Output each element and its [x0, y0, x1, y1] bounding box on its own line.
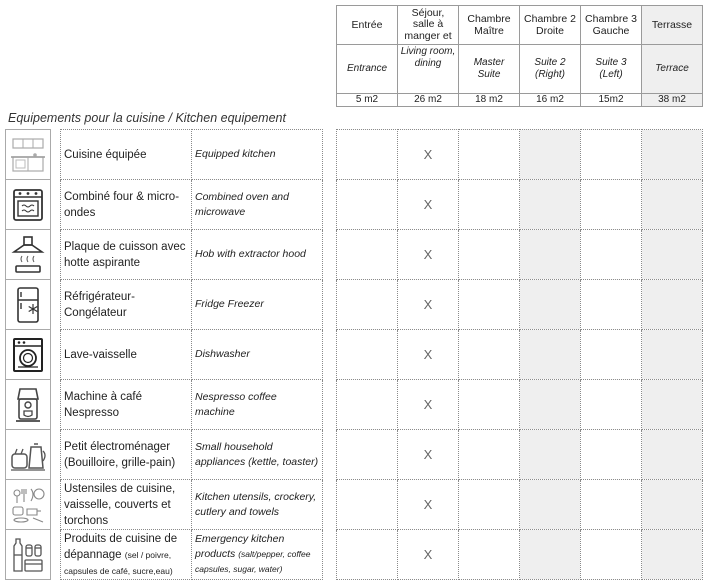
- room-cell-suite-2: [520, 330, 581, 380]
- room-cell-master-suite: [459, 480, 520, 530]
- room-cell-suite-2: [520, 480, 581, 530]
- room-cell-living-room: X: [398, 480, 459, 530]
- room-cell-terrace: [642, 130, 703, 180]
- section-title: Equipements pour la cuisine / Kitchen equipement: [8, 111, 286, 125]
- icon-cell: [6, 180, 51, 230]
- item-label-fr: [61, 530, 192, 580]
- icon-cell: [6, 230, 51, 280]
- room-cell-entrance: [337, 230, 398, 280]
- room-cell-suite-2: [520, 230, 581, 280]
- room-cell-suite-2: [520, 280, 581, 330]
- room-area: 5 m2: [337, 94, 398, 107]
- room-name-fr: Séjour, salle à manger et: [398, 6, 459, 45]
- room-cell-master-suite: [459, 180, 520, 230]
- room-cell-living-room: X: [398, 230, 459, 280]
- room-cell-living-room: X: [398, 380, 459, 430]
- room-name-fr: Chambre 2 Droite: [520, 6, 581, 45]
- dishwasher-icon: [9, 335, 47, 375]
- room-cell-terrace: [642, 180, 703, 230]
- item-label-fr-detail: (sel / poivre, capsules de café, sucre,eau): [64, 549, 173, 576]
- table-row: [6, 230, 703, 280]
- room-cell-terrace: [642, 380, 703, 430]
- kitchen-icon: [9, 135, 47, 175]
- room-names-fr-row: [337, 6, 703, 45]
- room-cell-entrance: [337, 280, 398, 330]
- icon-cell: [6, 380, 51, 430]
- table-row: [6, 330, 703, 380]
- room-names-en-row: [337, 45, 703, 94]
- item-label-fr: Petit électroménager (Bouilloire, grille-pain): [61, 430, 192, 480]
- kitchen-equipment-table: [5, 129, 703, 580]
- room-cell-entrance: [337, 380, 398, 430]
- room-cell-entrance: [337, 180, 398, 230]
- oven-microwave-icon: [9, 185, 47, 225]
- coffee-machine-icon: [9, 385, 47, 425]
- room-cell-suite-2: [520, 380, 581, 430]
- item-label-fr: Combiné four & micro-ondes: [61, 180, 192, 230]
- item-label-en: Equipped kitchen: [192, 130, 323, 180]
- room-area: 15m2: [581, 94, 642, 107]
- icon-cell: [6, 280, 51, 330]
- room-cell-suite-3: [581, 180, 642, 230]
- item-label-en: Fridge Freezer: [192, 280, 323, 330]
- room-cell-living-room: X: [398, 330, 459, 380]
- room-cell-terrace: [642, 430, 703, 480]
- room-cell-terrace: [642, 480, 703, 530]
- item-label-en: [192, 530, 323, 580]
- room-name-en: Suite 3 (Left): [581, 45, 642, 94]
- room-area: 38 m2: [642, 94, 703, 107]
- room-cell-master-suite: [459, 530, 520, 580]
- icon-cell: [6, 330, 51, 380]
- item-label-fr-main: Produits de cuisine de dépannage: [64, 532, 178, 561]
- room-areas-row: [337, 94, 703, 107]
- kitchen-utensils-icon: [9, 485, 47, 525]
- item-label-en: Nespresso coffee machine: [192, 380, 323, 430]
- room-area: 16 m2: [520, 94, 581, 107]
- room-cell-suite-2: [520, 530, 581, 580]
- item-label-en: Dishwasher: [192, 330, 323, 380]
- room-cell-suite-3: [581, 280, 642, 330]
- room-cell-living-room: X: [398, 530, 459, 580]
- room-cell-suite-3: [581, 230, 642, 280]
- icon-cell: [6, 430, 51, 480]
- room-cell-suite-3: [581, 430, 642, 480]
- room-name-fr: Terrasse: [642, 6, 703, 45]
- room-area: 26 m2: [398, 94, 459, 107]
- room-cell-entrance: [337, 430, 398, 480]
- icon-cell: [6, 480, 51, 530]
- room-name-en: Entrance: [337, 45, 398, 94]
- room-cell-entrance: [337, 130, 398, 180]
- table-row: [6, 430, 703, 480]
- room-cell-terrace: [642, 280, 703, 330]
- icon-cell: [6, 530, 51, 580]
- room-cell-entrance: [337, 330, 398, 380]
- room-cell-suite-2: [520, 430, 581, 480]
- item-label-en: Combined oven and microwave: [192, 180, 323, 230]
- fridge-freezer-icon: [9, 285, 47, 325]
- item-label-en-main: Emergency kitchen products: [195, 533, 285, 560]
- room-cell-terrace: [642, 530, 703, 580]
- room-cell-master-suite: [459, 430, 520, 480]
- item-label-fr: Ustensiles de cuisine, vaisselle, couverts et torchons: [61, 480, 192, 530]
- room-name-fr: Chambre Maître: [459, 6, 520, 45]
- room-name-en: Terrace: [642, 45, 703, 94]
- room-cell-master-suite: [459, 130, 520, 180]
- room-name-en: Master Suite: [459, 45, 520, 94]
- small-appliances-icon: [9, 435, 47, 475]
- room-cell-suite-3: [581, 480, 642, 530]
- room-cell-entrance: [337, 480, 398, 530]
- room-name-fr: Entrée: [337, 6, 398, 45]
- room-cell-entrance: [337, 530, 398, 580]
- room-cell-suite-3: [581, 130, 642, 180]
- item-label-en: Hob with extractor hood: [192, 230, 323, 280]
- room-name-en: Living room, dining: [398, 45, 459, 94]
- table-row: [6, 130, 703, 180]
- room-cell-living-room: X: [398, 180, 459, 230]
- extractor-hood-icon: [9, 235, 47, 275]
- item-label-fr: Lave-vaisselle: [61, 330, 192, 380]
- room-cell-living-room: X: [398, 130, 459, 180]
- room-cell-suite-3: [581, 330, 642, 380]
- room-cell-suite-3: [581, 530, 642, 580]
- table-row: [6, 480, 703, 530]
- room-name-en: Suite 2 (Right): [520, 45, 581, 94]
- room-cell-living-room: X: [398, 430, 459, 480]
- table-row: [6, 280, 703, 330]
- item-label-en: Kitchen utensils, crockery, cutlery and towels: [192, 480, 323, 530]
- item-label-fr: Plaque de cuisson avec hotte aspirante: [61, 230, 192, 280]
- emergency-products-icon: [9, 535, 47, 575]
- room-cell-terrace: [642, 230, 703, 280]
- room-cell-master-suite: [459, 280, 520, 330]
- rooms-header-table: [336, 5, 703, 107]
- table-row: [6, 530, 703, 580]
- room-cell-living-room: X: [398, 280, 459, 330]
- icon-cell: [6, 130, 51, 180]
- room-cell-master-suite: [459, 230, 520, 280]
- room-name-fr: Chambre 3 Gauche: [581, 6, 642, 45]
- room-cell-master-suite: [459, 380, 520, 430]
- room-cell-suite-3: [581, 380, 642, 430]
- item-label-fr: Cuisine équipée: [61, 130, 192, 180]
- item-label-en-detail: (salt/pepper, coffee capsules, sugar, water): [195, 549, 311, 574]
- room-area: 18 m2: [459, 94, 520, 107]
- room-cell-master-suite: [459, 330, 520, 380]
- room-cell-terrace: [642, 330, 703, 380]
- item-label-fr: Machine à café Nespresso: [61, 380, 192, 430]
- table-row: [6, 380, 703, 430]
- room-cell-suite-2: [520, 180, 581, 230]
- item-label-fr: Réfrigérateur-Congélateur: [61, 280, 192, 330]
- room-cell-suite-2: [520, 130, 581, 180]
- item-label-en: Small household appliances (kettle, toaster): [192, 430, 323, 480]
- table-row: [6, 180, 703, 230]
